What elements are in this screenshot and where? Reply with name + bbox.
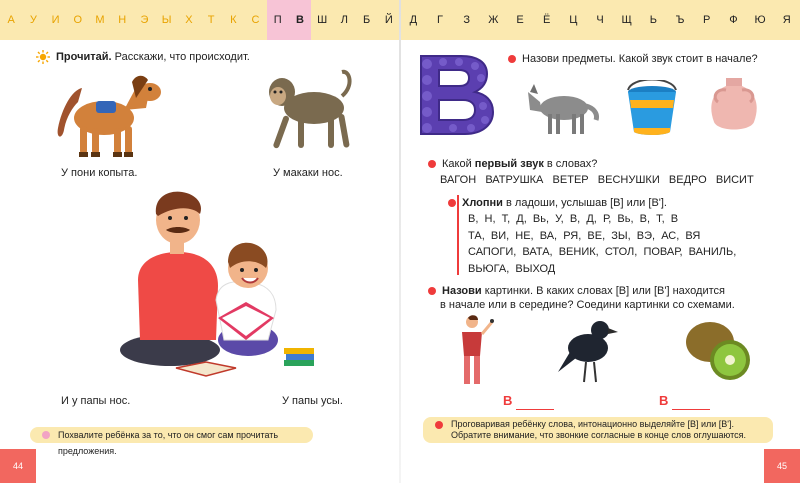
- caption-papa-usy: У папы усы.: [282, 395, 343, 407]
- caption-pony: У пони копыта.: [61, 167, 138, 179]
- red-dot-icon: [428, 287, 436, 295]
- wolf-illustration: [524, 80, 600, 138]
- red-dot-icon: [435, 421, 443, 429]
- answer-letter-1: В: [503, 393, 513, 408]
- pony-illustration: [52, 68, 164, 160]
- clap-line-3: САПОГИ, ВАТА, ВЕНИК, СТОЛ, ПОВАР, ВАНИЛЬ,: [468, 246, 737, 258]
- q-first-sound-bold: первый звук: [474, 158, 544, 170]
- alphabet-letter: И: [51, 14, 60, 26]
- read-task-bold: Прочитай.: [56, 51, 112, 63]
- answer-line-1: [516, 409, 554, 410]
- alphabet-letter: Ё: [543, 14, 551, 26]
- clap-line-4: ВЬЮГА, ВЫХОД: [468, 263, 556, 275]
- caption-macaque: У макаки нос.: [273, 167, 343, 179]
- answer-line-2: [672, 409, 710, 410]
- alphabet-letter: Ю: [754, 14, 766, 26]
- clap-line-1: В, Н, Т, Д, Вь, У, В, Д, Р, Вь, В, Т, В: [468, 213, 679, 225]
- q-first-sound-b: в словах?: [546, 158, 598, 170]
- name-task-bold: Назови: [442, 285, 482, 297]
- clap-task: [448, 196, 667, 210]
- red-dot-icon: [428, 160, 436, 168]
- page-number-right: 45: [764, 449, 800, 483]
- right-footer-line-2: Обратите внимание, что звонкие согласные в конце слов оглушаются.: [451, 430, 746, 440]
- alphabet-letter: У: [29, 14, 37, 26]
- alphabet-letter: Ь: [649, 14, 657, 26]
- alphabet-letter: Ы: [161, 14, 172, 26]
- pink-dot-icon: [42, 431, 50, 439]
- q-name-items: [508, 52, 758, 66]
- red-dot-icon: [448, 199, 456, 207]
- alphabet-letter: Ч: [596, 14, 604, 26]
- left-footer-text: Похвалите ребёнка за то, что он смог сам прочитать предложения.: [58, 430, 279, 456]
- right-footer-line-1: Проговаривая ребёнку слова, интонационно выделяйте [В] или [В'].: [451, 419, 735, 429]
- alphabet-letter: Ъ: [675, 14, 685, 26]
- clap-task-bold: Хлопни: [462, 197, 503, 209]
- q-first-sound-a: Какой: [442, 158, 472, 170]
- vase-illustration: [706, 76, 762, 138]
- clap-line-2: ТА, ВИ, НЕ, ВА, РЯ, ВЕ, ЗЫ, ВЭ, АС, ВЯ: [468, 230, 701, 242]
- alphabet-letter: А: [7, 14, 15, 26]
- q-first-sound: [428, 157, 597, 171]
- read-task-text: Расскажи, что происходит.: [114, 51, 250, 63]
- macaque-illustration: [254, 66, 364, 160]
- alphabet-letter: Ф: [729, 14, 738, 26]
- alphabet-letter: С: [251, 14, 260, 26]
- alphabet-letter: П: [267, 0, 289, 40]
- alphabet-letter: Щ: [621, 14, 632, 26]
- answer-slot-1[interactable]: [503, 392, 554, 410]
- alphabet-letter: З: [463, 14, 470, 26]
- clap-task-text: в ладоши, услышав [В] или [В'].: [506, 197, 667, 209]
- alphabet-letter: Е: [516, 14, 524, 26]
- name-task-text-2: в начале или в середине? Соедини картинки со схемами.: [440, 299, 735, 311]
- read-task: [36, 50, 250, 64]
- alphabet-letter: Д: [409, 14, 418, 26]
- word-list: ВАГОН ВАТРУШКА ВЕТЕР ВЕСНУШКИ ВЕДРО ВИСИТ: [440, 174, 754, 186]
- alphabet-letter: Т: [207, 14, 215, 26]
- page-number-left: 44: [0, 449, 36, 483]
- sun-icon: [36, 50, 50, 64]
- alphabet-letter: Р: [703, 14, 711, 26]
- kiwi-illustration: [682, 318, 756, 384]
- alphabet-letter: К: [230, 14, 237, 26]
- alphabet-letter: Х: [185, 14, 193, 26]
- alphabet-letter: Ш: [317, 14, 328, 26]
- caption-papa-nose: И у папы нос.: [61, 395, 131, 407]
- name-task-text-1: картинки. В каких словах [В] или [В'] находится: [484, 285, 725, 297]
- alphabet-letter: Г: [437, 14, 443, 26]
- alphabet-letter: Ц: [569, 14, 578, 26]
- father-son-reading-illustration: [118, 190, 318, 380]
- alphabet-band-right: [400, 0, 800, 40]
- alphabet-band-left: [0, 0, 400, 40]
- right-footer-note: [423, 417, 773, 443]
- answer-letter-2: В: [659, 393, 669, 408]
- q-name-items-text: Назови предметы. Какой звук стоит в начале?: [522, 53, 758, 65]
- name-task: [428, 284, 725, 298]
- alphabet-letter: В: [289, 0, 311, 40]
- alphabet-letter: Л: [340, 14, 348, 26]
- page-gutter: [399, 0, 401, 483]
- alphabet-letter: Я: [782, 14, 791, 26]
- alphabet-letter: О: [73, 14, 83, 26]
- answer-slot-2[interactable]: [659, 392, 710, 410]
- alphabet-letter: Н: [118, 14, 127, 26]
- alphabet-letter: Б: [363, 14, 371, 26]
- alphabet-letter: Й: [384, 14, 393, 26]
- big-letter-v-illustration: [413, 50, 501, 140]
- alphabet-letter: Э: [140, 14, 149, 26]
- bucket-illustration: [622, 80, 682, 138]
- red-dot-icon: [508, 55, 516, 63]
- left-footer-note: [30, 427, 313, 456]
- crow-illustration: [556, 314, 620, 386]
- alphabet-letter: Ж: [488, 14, 499, 26]
- alphabet-letter: М: [95, 14, 105, 26]
- singer-illustration: [452, 314, 498, 388]
